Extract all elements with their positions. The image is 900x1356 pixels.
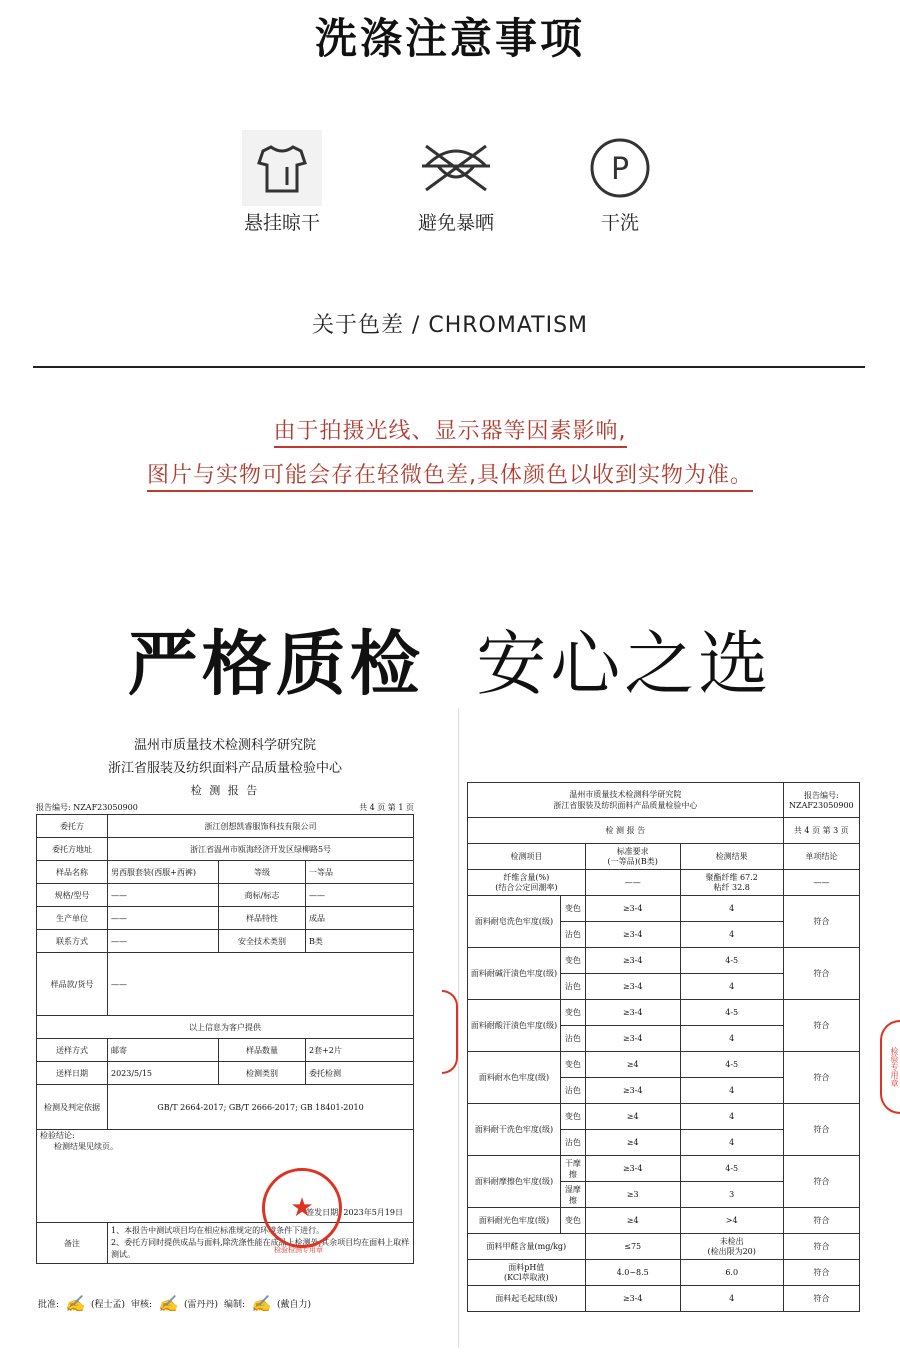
report-doc-title: 检 测 报 告 [468, 818, 784, 844]
result-conclusion: 符合 [783, 896, 859, 948]
result-conclusion: 符合 [783, 1156, 859, 1208]
result-value: 4 [680, 1286, 783, 1312]
conclusion-label: 检验结论: [40, 1131, 75, 1140]
report-number: 报告编号: NZAF23050900 [36, 803, 138, 812]
send-value: 邮寄 [108, 1039, 219, 1062]
note-line: 2、委托方同时提供成品与面料,除洗涤性能在成品上检测外,其余项目均在面料上取样测试。 [111, 1238, 410, 1259]
field-label: 等级 [219, 861, 306, 884]
field-label: 备注 [37, 1223, 108, 1264]
result-value: 4 [680, 1130, 783, 1156]
divider [33, 366, 865, 368]
report-page: 共 4 页 第 1 页 [359, 803, 414, 812]
result-item: 面料耐摩擦色牢度(级) [468, 1156, 561, 1208]
result-value: 4-5 [680, 1052, 783, 1078]
field-label: 样品款/货号 [37, 953, 108, 1016]
report-page: 共 4 页 第 3 页 [783, 818, 859, 844]
result-value: 6.0 [680, 1260, 783, 1286]
report-institute: 温州市质量技术检测科学研究院 [569, 790, 682, 799]
grade-value: 一等品 [306, 861, 414, 884]
field-label: 送样日期 [37, 1062, 108, 1085]
result-item: 面料耐碱汗渍色牢度(级) [468, 948, 561, 1000]
col-header-conclusion: 单项结论 [783, 844, 859, 870]
result-item: 纤维含量(%) (结合公定回潮率) [468, 870, 586, 896]
tshirt-hang-dry-icon [242, 130, 322, 206]
result-value: >4 [680, 1208, 783, 1234]
result-item: 面料耐水色牢度(级) [468, 1052, 561, 1104]
result-value: 4 [680, 1104, 783, 1130]
care-item-dry-clean [565, 130, 675, 235]
result-subitem: 湿摩擦 [561, 1182, 586, 1208]
style-value: —— [108, 953, 414, 1016]
result-standard: ≥3-4 [585, 948, 680, 974]
field-label: 检测类别 [219, 1062, 306, 1085]
review-label: 审核: [131, 1300, 153, 1310]
result-value: 4 [680, 1078, 783, 1104]
quantity-value: 2套+2片 [306, 1039, 414, 1062]
result-conclusion: 符合 [783, 1104, 859, 1156]
result-conclusion: 符合 [783, 1000, 859, 1052]
result-standard: ≥4 [585, 1104, 680, 1130]
editor-signature: ✍ [251, 1294, 271, 1313]
result-conclusion: 符合 [783, 1052, 859, 1104]
result-value: 4-5 [680, 1000, 783, 1026]
editor-name: (戴自力) [276, 1300, 311, 1310]
result-subitem: 沾色 [561, 1078, 586, 1104]
report-center: 浙江省服装及纺织面料产品质量检验中心 [553, 801, 698, 810]
care-item-no-sun [401, 130, 511, 235]
no-sun-icon [416, 130, 496, 206]
result-item: 面料耐光色牢度(级) [468, 1208, 561, 1234]
care-label: 避免暴晒 [417, 212, 494, 234]
result-standard: ≥3-4 [585, 1000, 680, 1026]
result-standard: ≥3-4 [585, 974, 680, 1000]
care-label: 干洗 [600, 212, 639, 234]
result-conclusion: 符合 [783, 948, 859, 1000]
sample-name-value: 男西服套装(西服+西裤) [108, 861, 219, 884]
conclusion-value: 检测结果见续页。 [54, 1142, 118, 1151]
result-subitem: 干摩擦 [561, 1156, 586, 1182]
result-item: 面料起毛起球(级) [468, 1286, 586, 1312]
result-value: 聚酯纤维 67.2 粘纤 32.8 [680, 870, 783, 896]
result-subitem: 变色 [561, 896, 586, 922]
result-value: 4-5 [680, 1156, 783, 1182]
contact-value: —— [108, 930, 219, 953]
result-subitem: 变色 [561, 1104, 586, 1130]
result-conclusion: 符合 [783, 1234, 859, 1260]
feature-value: 成品 [306, 907, 414, 930]
result-item: 面料耐酸汗渍色牢度(级) [468, 1000, 561, 1052]
reviewer-signature: ✍ [158, 1294, 178, 1313]
result-standard: ≥3 [585, 1182, 680, 1208]
address-value: 浙江省温州市瓯海经济开发区绿柳路5号 [108, 838, 414, 861]
date-value: 2023/5/15 [108, 1062, 219, 1085]
result-item: 面料甲醛含量(mg/kg) [468, 1234, 586, 1260]
result-subitem: 沾色 [561, 922, 586, 948]
field-label: 规格/型号 [37, 884, 108, 907]
client-value: 浙江创想凯睿服饰科技有限公司 [108, 815, 414, 838]
result-subitem: 变色 [561, 1052, 586, 1078]
editor-label: 编制: [224, 1300, 246, 1310]
field-label: 样品名称 [37, 861, 108, 884]
safety-value: B类 [306, 930, 414, 953]
result-standard: ≥4 [585, 1052, 680, 1078]
result-value: 4 [680, 974, 783, 1000]
result-value: 未检出 (检出限为20) [680, 1234, 783, 1260]
result-item: 面料耐皂洗色牢度(级) [468, 896, 561, 948]
field-label: 检测及判定依据 [37, 1085, 108, 1130]
reviewer-name: (雷丹丹) [183, 1300, 218, 1310]
chromatism-note-line2: 图片与实物可能会存在轻微色差,具体颜色以收到实物为准。 [0, 458, 900, 489]
chromatism-heading: 关于色差 / CHROMATISM [311, 313, 589, 338]
report-doc-title: 检 测 报 告 [190, 784, 260, 797]
spec-value: —— [108, 884, 219, 907]
result-standard: ≥3-4 [585, 896, 680, 922]
result-standard: ≥3-4 [585, 1286, 680, 1312]
result-subitem: 沾色 [561, 1130, 586, 1156]
result-subitem: 变色 [561, 948, 586, 974]
report-number: 报告编号: NZAF23050900 [783, 783, 859, 818]
field-label: 样品特性 [219, 907, 306, 930]
result-value: 3 [680, 1182, 783, 1208]
field-label: 送样方式 [37, 1039, 108, 1062]
result-standard: ≥4 [585, 1130, 680, 1156]
field-label: 样品数量 [219, 1039, 306, 1062]
signatures [38, 1294, 418, 1313]
report-info-table [36, 814, 414, 1264]
side-seal-right: 检验专用章 [880, 1020, 900, 1114]
field-label: 生产单位 [37, 907, 108, 930]
result-conclusion: 符合 [783, 1260, 859, 1286]
col-header-item: 检测项目 [468, 844, 586, 870]
result-subitem: 沾色 [561, 1026, 586, 1052]
result-standard: ≥3-4 [585, 1078, 680, 1104]
result-value: 4-5 [680, 948, 783, 974]
client-provided-note: 以上信息为客户提供 [37, 1016, 414, 1039]
maker-value: —— [108, 907, 219, 930]
brand-value: —— [306, 884, 414, 907]
result-standard: 4.0~8.5 [585, 1260, 680, 1286]
result-standard: ≥4 [585, 1208, 680, 1234]
field-label: 委托方 [37, 815, 108, 838]
result-value: 4 [680, 1026, 783, 1052]
result-subitem: 变色 [561, 1000, 586, 1026]
side-seal-left [442, 990, 458, 1074]
result-conclusion: —— [783, 870, 859, 896]
approver-signature: ✍ [65, 1294, 85, 1313]
result-value: 4 [680, 896, 783, 922]
result-item: 面料耐干洗色牢度(级) [468, 1104, 561, 1156]
col-header-standard: 标准要求 (一等品)(B类) [585, 844, 680, 870]
care-title: 洗涤注意事项 [314, 14, 585, 63]
sign-date: 签发日期: 2023年5月19日 [306, 1208, 403, 1217]
chromatism-note-line1: 由于拍摄光线、显示器等因素影响, [0, 414, 900, 445]
result-conclusion: 符合 [783, 1208, 859, 1234]
result-standard: ≥3-4 [585, 922, 680, 948]
report-center: 浙江省服装及纺织面料产品质量检验中心 [107, 761, 342, 776]
result-subitem: 变色 [561, 1208, 586, 1234]
report-institute: 温州市质量技术检测科学研究院 [133, 738, 316, 753]
official-seal: ★ [262, 1168, 342, 1248]
result-conclusion: 符合 [783, 1286, 859, 1312]
report-results-table [467, 782, 860, 1312]
approve-label: 批准: [38, 1300, 60, 1310]
result-value: 4 [680, 922, 783, 948]
basis-value: GB/T 2664-2017; GB/T 2666-2017; GB 18401-2010 [108, 1085, 414, 1130]
dry-clean-p-icon [580, 130, 660, 206]
result-subitem: 沾色 [561, 974, 586, 1000]
field-label: 安全技术类别 [219, 930, 306, 953]
type-value: 委托检测 [306, 1062, 414, 1085]
result-standard: ≥3-4 [585, 1156, 680, 1182]
quality-title: 严格质检 安心之选 [127, 623, 773, 705]
svg-text:P: P [610, 152, 630, 187]
field-label: 商标/标志 [219, 884, 306, 907]
field-label: 联系方式 [37, 930, 108, 953]
care-item-hang-dry [227, 130, 337, 235]
result-standard: —— [585, 870, 680, 896]
result-standard: ≥3-4 [585, 1026, 680, 1052]
result-item: 面料pH值 (KCl萃取液) [468, 1260, 586, 1286]
approver-name: (程士孟) [90, 1300, 125, 1310]
result-standard: ≤75 [585, 1234, 680, 1260]
page-separator [458, 708, 459, 1348]
seal-text: 检验检测专用章 [274, 1246, 323, 1254]
col-header-result: 检测结果 [680, 844, 783, 870]
care-label: 悬挂晾干 [243, 212, 320, 234]
field-label: 委托方地址 [37, 838, 108, 861]
note-line: 1、本报告中测试项目均在相应标准规定的环境条件下进行。 [111, 1226, 325, 1235]
